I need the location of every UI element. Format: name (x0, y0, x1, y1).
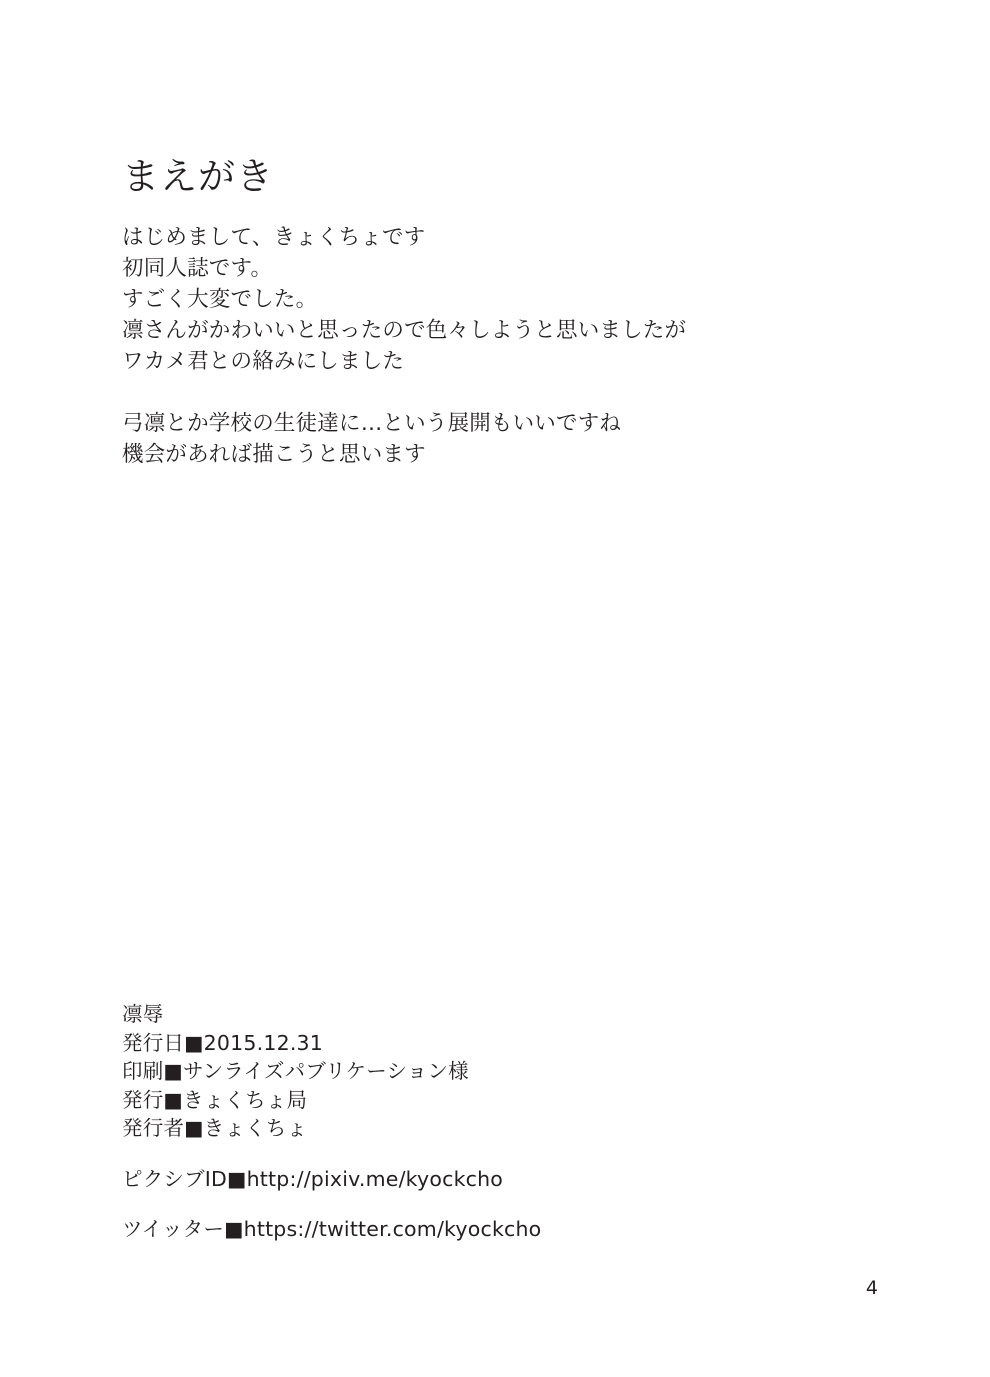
colophon-gap (122, 1143, 882, 1165)
colophon-block (122, 1000, 882, 1244)
pixiv-link[interactable]: ピクシブID■http://pixiv.me/kyockcho (122, 1166, 504, 1191)
twitter-link[interactable]: ツイッター■https://twitter.com/kyockcho (122, 1217, 542, 1241)
colophon-publisher-person: 発行者■きょくちょ (122, 1116, 308, 1140)
paragraph-gap (122, 377, 882, 408)
colophon-publish-date: 発行日■2015.12.31 (122, 1030, 324, 1055)
afterword-line: 弓凛とか学校の生徒達に…という展開もいいですね (122, 411, 622, 436)
colophon-gap (122, 1193, 882, 1215)
afterword-line: 機会があれば描こうと思います (122, 442, 426, 467)
afterword-line: 初同人誌です。 (122, 256, 273, 281)
colophon-title: 凛辱 (122, 1002, 164, 1026)
afterword-line: ワカメ君との絡みにしました (122, 349, 405, 374)
colophon-publisher: 発行■きょくちょ局 (122, 1087, 308, 1112)
afterword-line: はじめまして、きょくちょです (122, 225, 426, 250)
afterword-line: すごく大変でした。 (122, 287, 318, 312)
colophon-printing: 印刷■サンライズパブリケーション様 (122, 1059, 469, 1083)
afterword-heading: まえがき (122, 154, 274, 198)
afterword-line: 凛さんがかわいいと思ったので色々しようと思いましたが (122, 318, 687, 343)
page-number: 4 (865, 1277, 878, 1299)
afterword-body (122, 222, 882, 470)
